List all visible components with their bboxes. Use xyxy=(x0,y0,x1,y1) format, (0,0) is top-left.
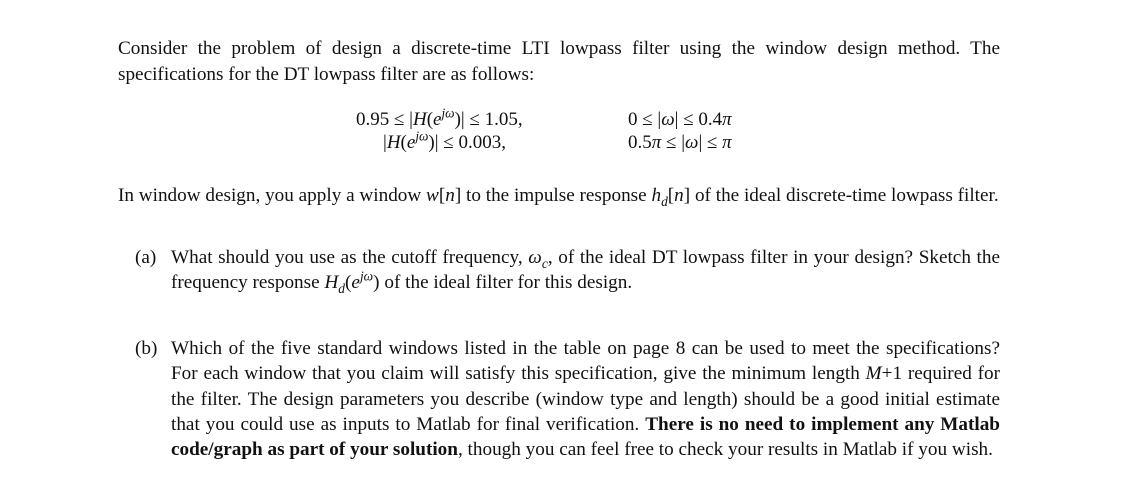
passband-range-expression: 0 ≤ |ω| ≤ 0.4π xyxy=(628,109,732,130)
passband-gain-expression: $0.95 \le |H(e^{j\omega})| \le 1.05$, xyxy=(356,105,523,130)
part-b xyxy=(135,336,1000,462)
part-b-bold-text: There is no need to implement any Matlab code/graph as part of your solution xyxy=(171,413,1000,461)
specification-equations xyxy=(118,104,1000,158)
stopband-gain-equation xyxy=(383,128,506,155)
passband-gain-equation xyxy=(356,105,523,132)
part-b-text-end: , though you can feel free to check your results in Matlab if you wish. xyxy=(457,439,993,461)
part-a xyxy=(135,245,1000,296)
problem-page xyxy=(118,36,1000,461)
stopband-range-equation xyxy=(628,131,732,155)
stopband-gain-expression: $|H(e^{j\omega})| \le 0.003$, xyxy=(383,128,506,153)
part-a-label: (a) xyxy=(135,247,157,268)
part-a-text: What should you use as the cutoff frequency, $\omega_c$, of the ideal DT lowpass filter in your design? Sketch the frequency response $H_d(e^{j\omega})$ of the ideal filter for this design. xyxy=(171,247,1000,297)
window-intro-paragraph: In window design, you apply a window w[n] to the impulse response $h_d[n]$ of the ideal discrete-time lowpass filter. xyxy=(118,185,999,209)
intro-paragraph: Consider the problem of design a discrete-time LTI lowpass filter using the window design method. The specifications for the DT lowpass filter are as follows: xyxy=(118,38,1000,85)
passband-range-equation xyxy=(628,108,732,132)
part-b-text: Which of the five standard windows listed in the table on page 8 can be used to meet the specifications? For each window that you claim will satisfy this specification, give the minimum length M+1 required for the filter. The design parameters you describe (window type and length) should be a good initial estimate that you could use as inputs to Matlab for final verification. There is no need to implement any Matlab code/graph as part of your solution, though you can feel free to check your results in Matlab if you wish. xyxy=(171,338,1000,461)
part-b-label: (b) xyxy=(135,338,158,359)
stopband-range-expression: 0.5π ≤ |ω| ≤ π xyxy=(628,132,732,153)
